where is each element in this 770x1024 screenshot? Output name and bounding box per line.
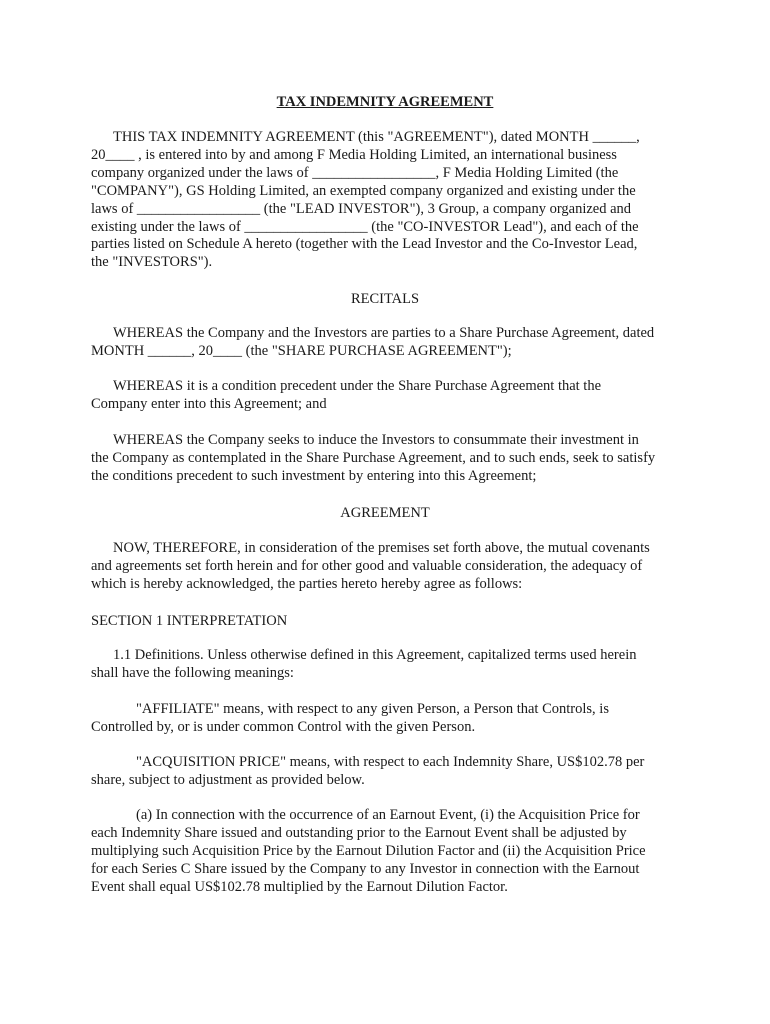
text-line: which is hereby acknowledged, the parties hereto hereby agree as follows:: [91, 575, 523, 592]
recitals-heading: RECITALS: [350, 291, 420, 307]
text-line: WHEREAS it is a condition precedent under the Share Purchase Agreement that the: [113, 378, 602, 394]
text-line: the Company as contemplated in the Share Purchase Agreement, and to such ends, seek to satisfy: [91, 449, 656, 466]
affiliate-definition: [91, 701, 683, 737]
agreement-heading: AGREEMENT: [340, 505, 430, 521]
acquisition-price-definition: [91, 754, 683, 790]
whereas-paragraph-3: [91, 432, 683, 486]
text-line: Controlled by, or is under common Control with the given Person.: [91, 718, 476, 735]
text-line: Event shall equal US$102.78 multiplied by the Earnout Dilution Factor.: [91, 878, 508, 895]
text-line: parties listed on Schedule A hereto (together with the Lead Investor and the Co-Investor Lead,: [91, 236, 638, 253]
text-line: Company enter into this Agreement; and: [91, 395, 327, 412]
definitions-paragraph: [91, 647, 683, 683]
text-line: multiplying such Acquisition Price by the Earnout Dilution Factor and (ii) the Acquisition Price: [91, 842, 646, 859]
text-line: "COMPANY"), GS Holding Limited, an exempted company organized and existing under the: [91, 182, 636, 199]
clause-a: [91, 807, 683, 897]
text-line: existing under the laws of _________________ (the "CO-INVESTOR Lead"), and each of the: [91, 218, 639, 235]
text-line: THIS TAX INDEMNITY AGREEMENT (this "AGREEMENT"), dated MONTH ______,: [113, 129, 640, 145]
whereas-paragraph-1: [91, 325, 683, 361]
text-line: 1.1 Definitions. Unless otherwise defined in this Agreement, capitalized terms used herein: [113, 647, 637, 663]
text-line: "ACQUISITION PRICE" means, with respect to each Indemnity Share, US$102.78 per: [136, 754, 645, 770]
text-line: share, subject to adjustment as provided below.: [91, 771, 365, 788]
text-line: NOW, THEREFORE, in consideration of the premises set forth above, the mutual covenants: [113, 540, 650, 556]
now-therefore-paragraph: [91, 540, 683, 594]
text-line: MONTH ______, 20____ (the "SHARE PURCHASE AGREEMENT");: [91, 342, 512, 359]
text-line: company organized under the laws of _________________, F Media Holding Limited (the: [91, 164, 619, 181]
text-line: for each Series C Share issued by the Company to any Investor in connection with the Earnout: [91, 860, 640, 877]
intro-paragraph: [91, 129, 683, 272]
text-line: WHEREAS the Company and the Investors are parties to a Share Purchase Agreement, dated: [113, 325, 655, 341]
text-line: laws of _________________ (the "LEAD INVESTOR"), 3 Group, a company organized and: [91, 200, 632, 217]
text-line: the "INVESTORS").: [91, 254, 213, 271]
text-line: WHEREAS the Company seeks to induce the Investors to consummate their investment in: [113, 432, 639, 448]
text-line: (a) In connection with the occurrence of an Earnout Event, (i) the Acquisition Price for: [136, 807, 640, 823]
section-1-heading: SECTION 1 INTERPRETATION: [91, 613, 288, 629]
text-line: each Indemnity Share issued and outstanding prior to the Earnout Event shall be adjusted by: [91, 824, 627, 841]
text-line: the conditions precedent to such investment by entering into this Agreement;: [91, 467, 537, 484]
text-line: and agreements set forth herein and for other good and valuable consideration, the adequacy of: [91, 557, 643, 574]
whereas-paragraph-2: [91, 378, 683, 414]
document-title: TAX INDEMNITY AGREEMENT: [276, 94, 494, 110]
text-line: shall have the following meanings:: [91, 664, 294, 681]
text-line: 20____ , is entered into by and among F Media Holding Limited, an international business: [91, 146, 617, 163]
text-line: "AFFILIATE" means, with respect to any given Person, a Person that Controls, is: [136, 701, 609, 717]
